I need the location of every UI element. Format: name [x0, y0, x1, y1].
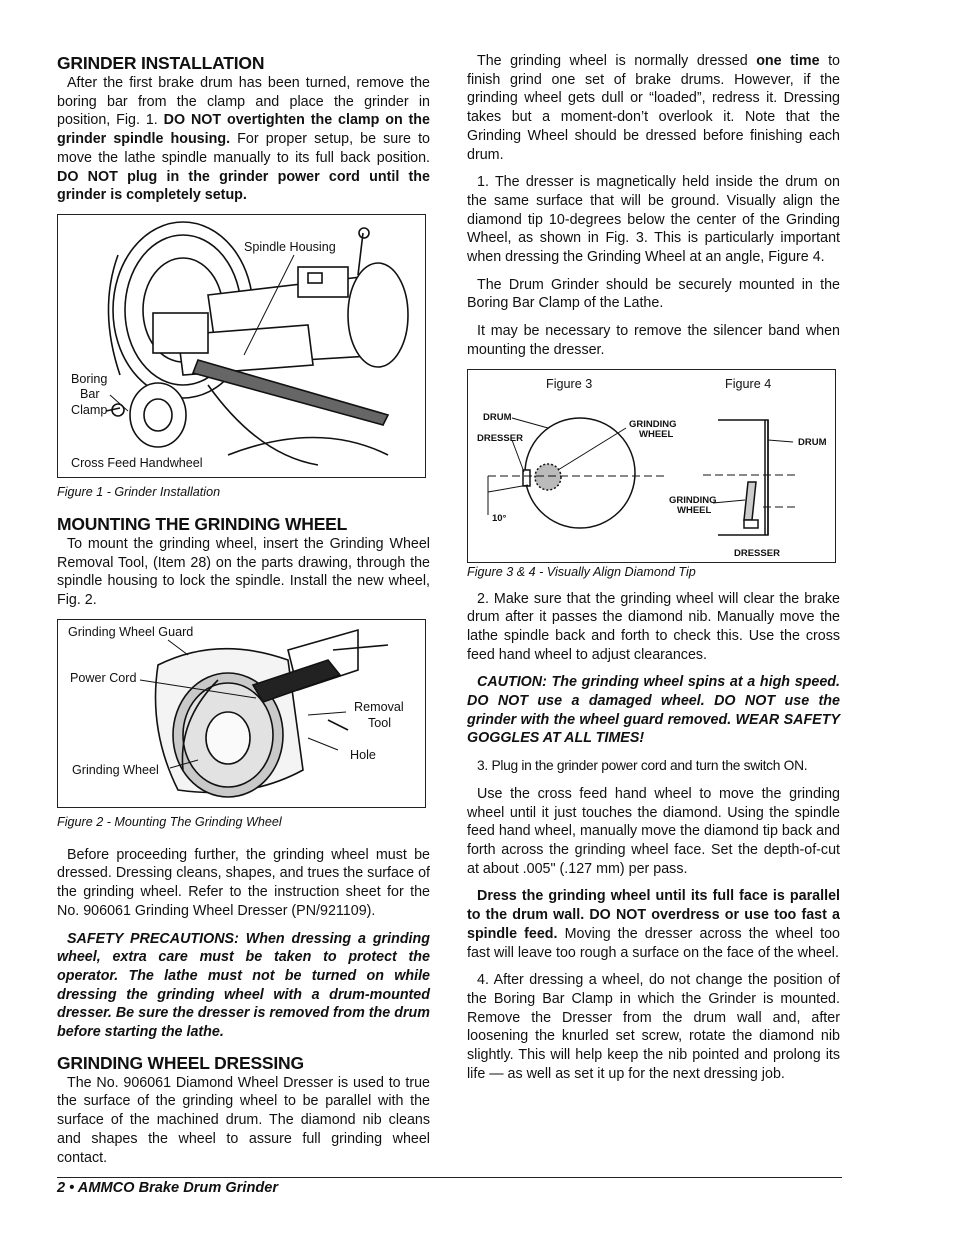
caption-figure-2: Figure 2 - Mounting The Grinding Wheel: [57, 814, 282, 829]
label-spindle-housing: Spindle Housing: [244, 239, 336, 254]
caption-figure-3-4: Figure 3 & 4 - Visually Align Diamond Tip: [467, 564, 696, 579]
figure-2-mounting-wheel: [57, 619, 426, 808]
label-ten-degrees: 10°: [492, 512, 507, 524]
paragraph-step-1: 1. The dresser is magnetically held inside the drum on the same surface that will be ground. Visually align the diamond tip 10-degrees below the center of the Grinding Wheel, as shown in Fig. 3. This is particularly important when dressing the Grinding Wheel at an angle, Figure 4.: [467, 174, 840, 266]
figure-3-4-align-diamond: [467, 369, 836, 563]
paragraph-before-proceeding: Before proceeding further, the grinding wheel must be dressed. Dressing cleans, shapes, and trues the surface of the grinding wheel. Refer to the instruction sheet for the No. 906061 Grinding Wheel Dresser (PN/921109).: [57, 846, 430, 919]
paragraph-safety-precautions: SAFETY PRECAUTIONS: When dressing a grinding wheel, extra care must be taken to protect the operator. The lathe must not be turned on while dressing the grinding wheel with a drum-mounted dresser. Be sure the dresser is removed from the drum before starting the lathe.: [57, 930, 430, 1041]
paragraph-mounted: The Drum Grinder should be securely mounted in the Boring Bar Clamp of the Lathe.: [467, 276, 840, 312]
label-bar: Bar: [80, 386, 100, 401]
left-column: [57, 52, 430, 1176]
label-grinding-3: GRINDING: [629, 418, 677, 430]
label-boring: Boring: [71, 371, 108, 386]
heading-wheel-dressing: GRINDING WHEEL DRESSING: [57, 1052, 304, 1073]
label-cross-feed-handwheel: Cross Feed Handwheel: [71, 455, 203, 470]
label-power-cord: Power Cord: [70, 670, 137, 685]
page-footer: 2 • AMMCO Brake Drum Grinder: [57, 1180, 279, 1196]
label-figure-4: Figure 4: [725, 376, 772, 391]
paragraph-dressing: The No. 906061 Diamond Wheel Dresser is used to true the surface of the grinding wheel to be parallel with the surface of the machined drum. The diamond nib cleans and shapes the wheel to assure full grinding wheel contact.: [57, 1074, 430, 1166]
paragraph-step-4: 4. After dressing a wheel, do not change the position of the Boring Bar Clamp in which the Grinder is mounted. Remove the Dresser from the drum wall and, after loosening the knurled set screw, rotate the diamond nib slightly. This will help keep the nib pointed and prolong its life — as well as set it up for the next dressing job.: [467, 972, 840, 1082]
label-hole: Hole: [350, 747, 376, 762]
label-drum-3: DRUM: [483, 411, 512, 423]
label-dresser-4: DRESSER: [734, 547, 780, 559]
label-grinding-4: GRINDING: [669, 494, 717, 506]
footer-divider: [57, 1177, 842, 1178]
label-tool: Tool: [368, 715, 392, 730]
right-column: [467, 52, 840, 1092]
label-wheel-4: WHEEL: [677, 504, 712, 516]
paragraph-dress-full-face: Dress the grinding wheel until its full face is parallel to the drum wall. DO NOT overdress or use too fast a spindle feed. Moving the dresser across the wheel too fast will leave too rough a surface on the face of the wheel.: [467, 888, 841, 961]
label-dresser-3: DRESSER: [477, 432, 523, 444]
paragraph-step-3: 3. Plug in the grinder power cord and turn the switch ON.: [477, 758, 808, 774]
paragraph-caution: CAUTION: The grinding wheel spins at a high speed. DO NOT use a damaged wheel. DO NOT use the grinder with the wheel guard removed. WEAR SAFETY GOGGLES AT ALL TIMES!: [467, 674, 840, 747]
label-wheel-3: WHEEL: [639, 428, 674, 440]
label-figure-3: Figure 3: [546, 376, 593, 391]
label-clamp: Clamp: [71, 402, 108, 417]
label-removal: Removal: [354, 699, 404, 714]
heading-grinder-installation: GRINDER INSTALLATION: [57, 53, 265, 73]
paragraph-step-2: 2. Make sure that the grinding wheel will clear the brake drum after it passes the diamond nib. Manually move the lathe spindle back and forth to check this. Use the cross feed hand wheel to adjust clearances.: [467, 590, 840, 663]
paragraph-mount: To mount the grinding wheel, insert the Grinding Wheel Removal Tool, (Item 28) on the parts drawing, through the spindle housing to lock the spindle. Install the new wheel, Fig. 2.: [57, 535, 430, 609]
paragraph-install: After the first brake drum has been turned, remove the boring bar from the clamp and place the grinder in position, Fig. 1. DO NOT overtighten the clamp on the grinder spindle housing. For proper setup, be sure to move the lathe spindle manually to its full back position. DO NOT plug in the grinder power cord until the grinder is completely setup.: [57, 75, 430, 204]
align-diamond-illustration: [468, 370, 835, 562]
label-grinding-wheel: Grinding Wheel: [72, 762, 159, 777]
paragraph-cross-feed: Use the cross feed hand wheel to move the grinding wheel until it just touches the diamond. Using the spindle feed hand wheel, manually move the diamond tip back and forth across the grinding wheel face. Set the depth-of-cut at about .005" (.127 mm) per pass.: [467, 785, 840, 877]
label-drum-4: DRUM: [798, 436, 827, 448]
paragraph-dressed-one-time: The grinding wheel is normally dressed one time to finish grind one set of brake drums. However, if the grinding wheel gets dull or “loaded”, redress it. Dressing takes but a moment-don’t overlook it. Note that the Grinding Wheel should be dressed before finishing each drum.: [467, 53, 840, 163]
figure-1-grinder-installation: [57, 214, 426, 478]
grinder-installation-illustration: [58, 215, 425, 477]
label-grinding-wheel-guard: Grinding Wheel Guard: [68, 624, 194, 639]
paragraph-silencer: It may be necessary to remove the silencer band when mounting the dresser.: [467, 323, 840, 358]
heading-mounting-wheel: MOUNTING THE GRINDING WHEEL: [57, 513, 348, 534]
caption-figure-1: Figure 1 - Grinder Installation: [57, 484, 221, 499]
